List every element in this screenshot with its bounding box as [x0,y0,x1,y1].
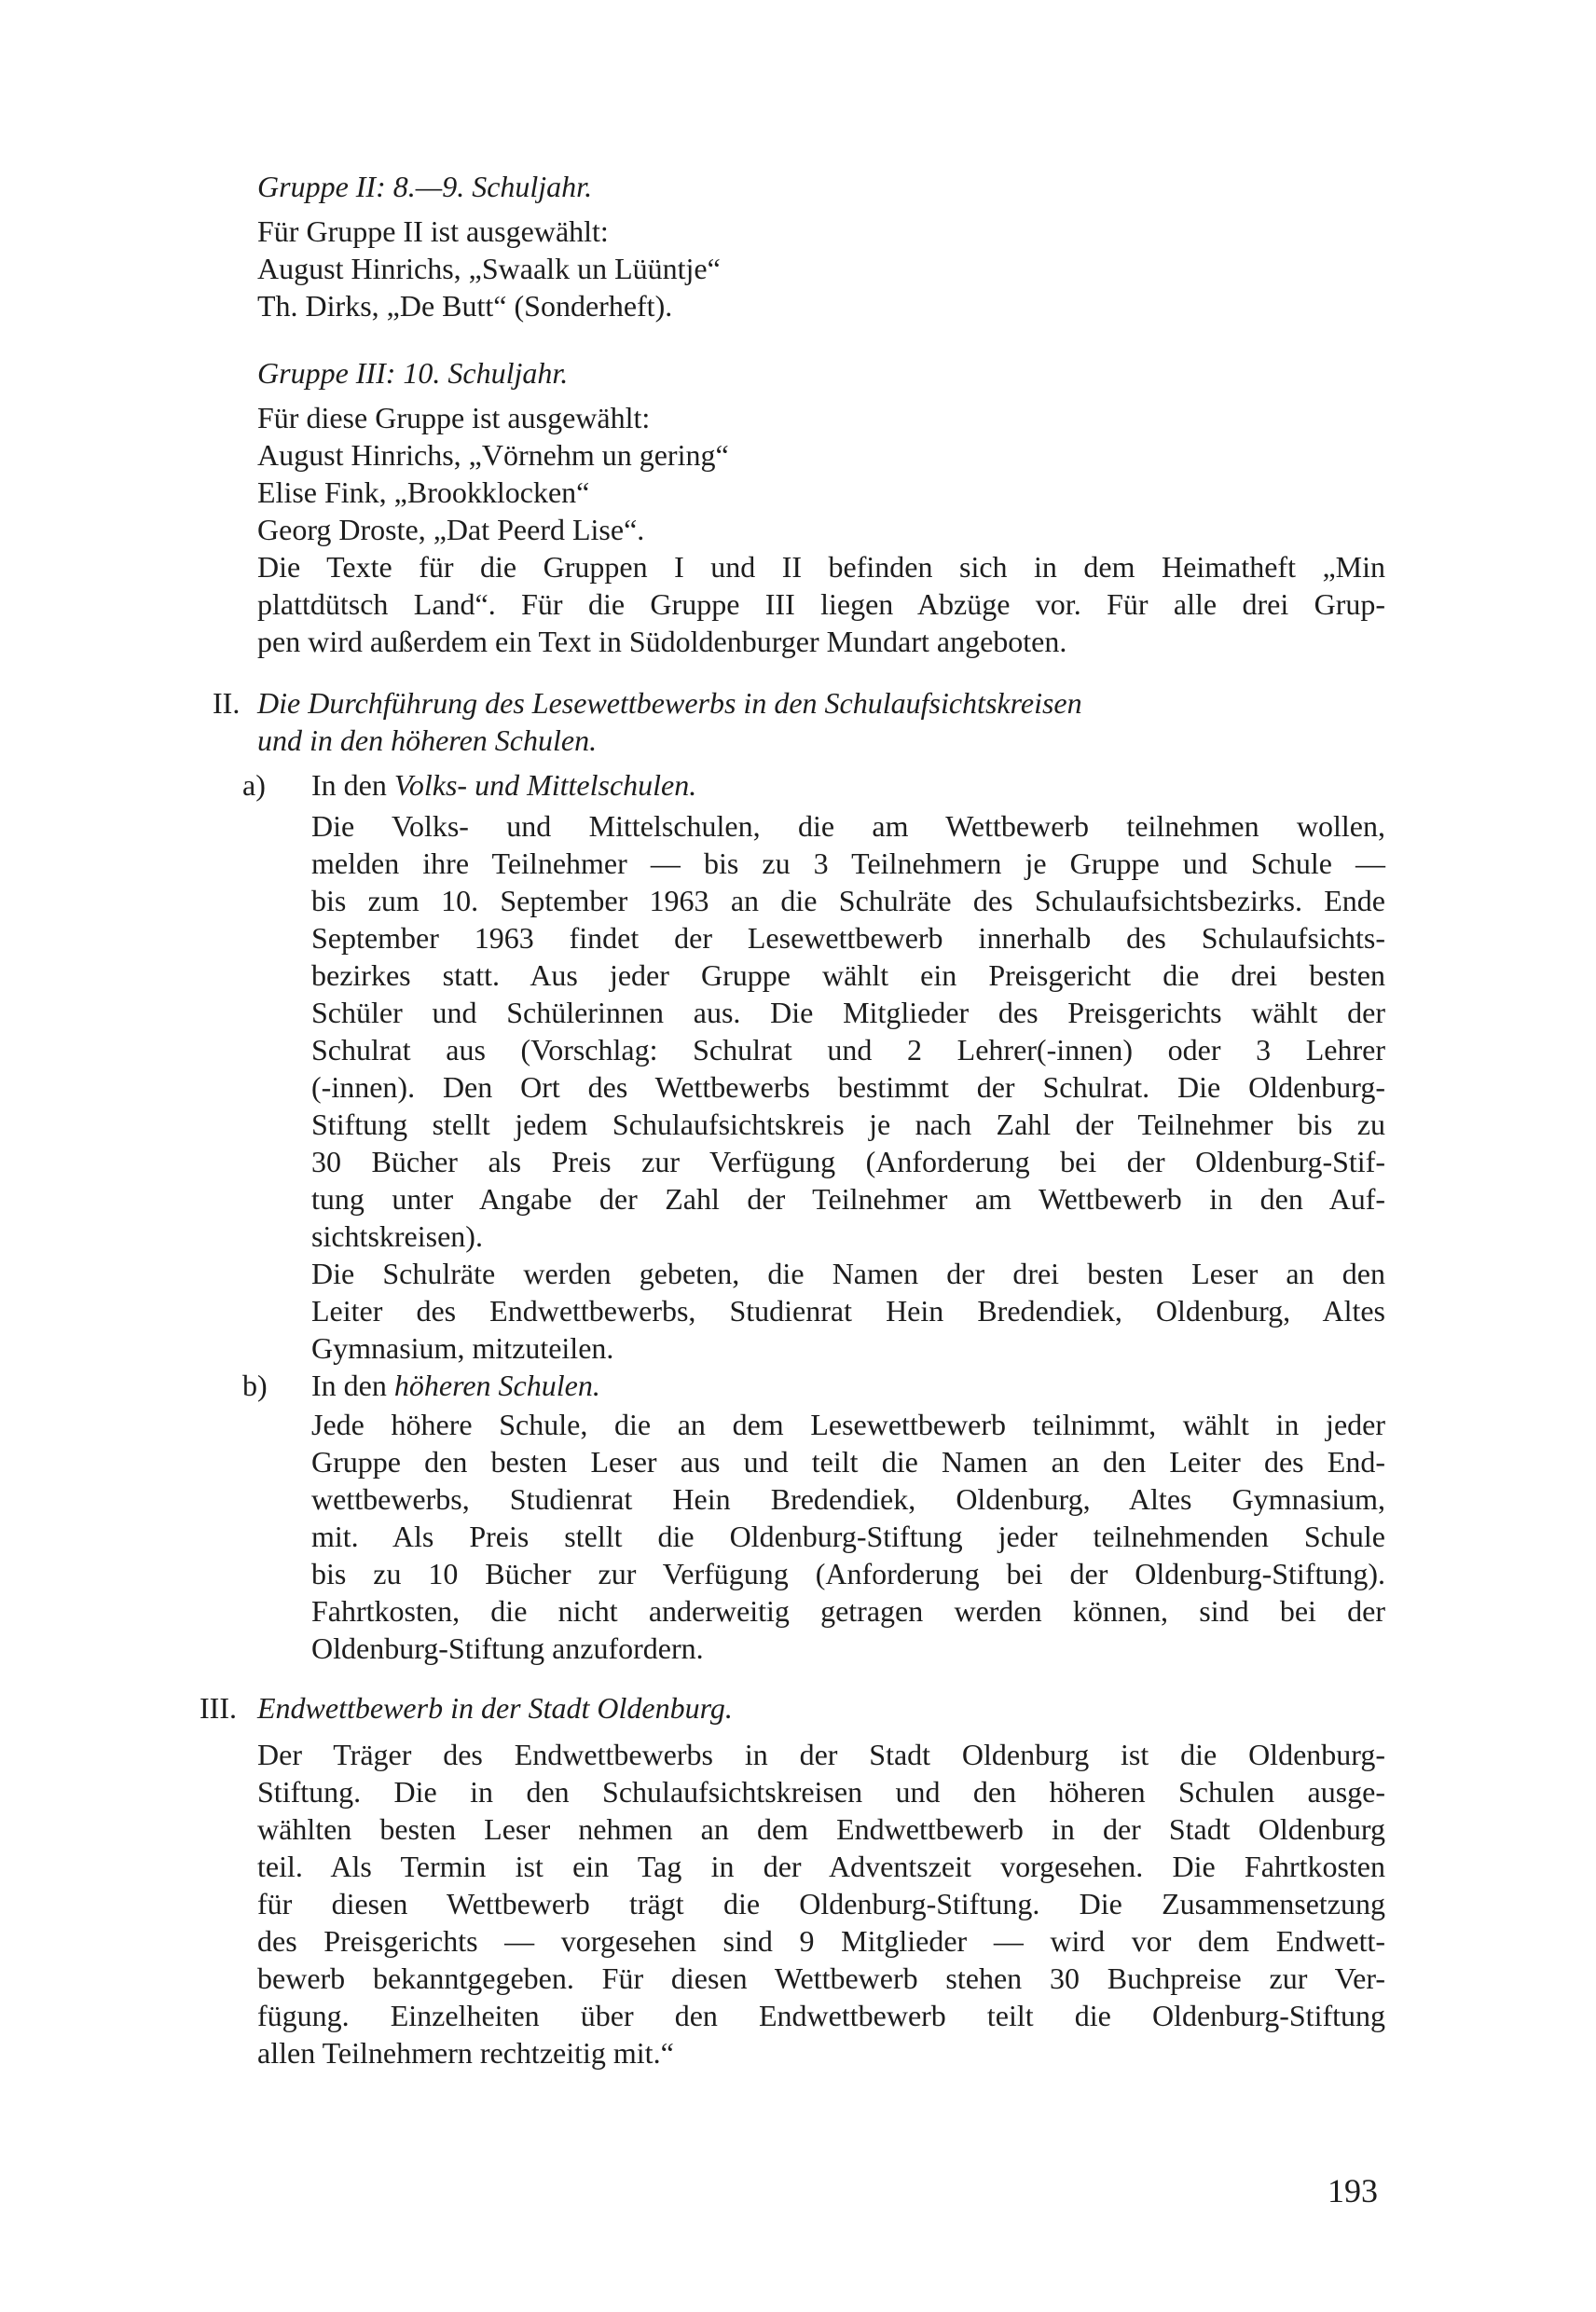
section2-heading: Die Durchführung des Lesewettbewerbs in den Schulaufsichtskreisen [257,686,1082,720]
item-a-line: Stiftung stellt jedem Schulaufsichtskreis je nach Zahl der Teilnehmer bis zu [311,1108,1385,1141]
section2-numeral: II. [213,686,241,720]
item-a-line: melden ihre Teilnehmer — bis zu 3 Teilnehmern je Gruppe und Schule — [311,846,1385,880]
section3-line: teil. Als Termin ist ein Tag in der Adventszeit vorgesehen. Die Fahrtkosten [257,1850,1385,1883]
texts-paragraph-line: plattdütsch Land“. Für die Gruppe III liegen Abzüge vor. Für alle drei Grup- [257,587,1385,621]
item-b-marker: b) [242,1369,268,1402]
group3-line: August Hinrichs, „Vörnehm un gering“ [257,438,729,472]
section3-line: Stiftung. Die in den Schulaufsichtskreisen und den höheren Schulen ausge- [257,1775,1385,1809]
item-a-line: Schüler und Schülerinnen aus. Die Mitglieder des Preisgerichts wählt der [311,996,1385,1029]
group2-line: Th. Dirks, „De Butt“ (Sonderheft). [257,289,673,323]
section3-line: bewerb bekanntgegeben. Für diesen Wettbewerb stehen 30 Buchpreise zur Ver- [257,1961,1385,1995]
item-b-title-pre: In den [311,1369,394,1402]
item-a-title [311,766,696,804]
item-b-line: bis zu 10 Bücher zur Verfügung (Anforderung bei der Oldenburg-Stiftung). [311,1557,1385,1590]
section3-line: wählten besten Leser nehmen an dem Endwettbewerb in der Stadt Oldenburg [257,1812,1385,1846]
item-a-line: sichtskreisen). [311,1219,483,1253]
section3-line: fügung. Einzelheiten über den Endwettbewerb teilt die Oldenburg-Stiftung [257,1999,1385,2032]
item-a-line: tung unter Angabe der Zahl der Teilnehmer am Wettbewerb in den Auf- [311,1182,1385,1216]
item-a-line: bezirkes statt. Aus jeder Gruppe wählt ein Preisgericht die drei besten [311,958,1385,992]
item-a-title-pre: In den [311,768,394,802]
item-a-title-italic: Volks- und Mittelschulen. [393,768,697,802]
item-a-line2: Die Schulräte werden gebeten, die Namen der drei besten Leser an den [311,1257,1385,1290]
item-b-line: Gruppe den besten Leser aus und teilt die Namen an den Leiter des End- [311,1445,1385,1479]
item-b-title-italic: höheren Schulen. [393,1369,600,1402]
item-a-line: 30 Bücher als Preis zur Verfügung (Anforderung bei der Oldenburg-Stif- [311,1145,1385,1178]
section2-heading: und in den höheren Schulen. [257,723,598,757]
group2-heading: Gruppe II: 8.—9. Schuljahr. [257,170,593,203]
texts-paragraph-line: Die Texte für die Gruppen I und II befinden sich in dem Heimatheft „Min [257,550,1385,584]
item-b-line: Fahrtkosten, die nicht anderweitig getragen werden können, sind bei der [311,1594,1385,1628]
item-b-line: Oldenburg-Stiftung anzufordern. [311,1631,704,1665]
section3-heading: Endwettbewerb in der Stadt Oldenburg. [257,1691,733,1725]
item-a-line2: Gymnasium, mitzuteilen. [311,1331,614,1365]
group3-line: Für diese Gruppe ist ausgewählt: [257,401,651,434]
item-b-line: Jede höhere Schule, die an dem Lesewettbewerb teilnimmt, wählt in jeder [311,1408,1385,1441]
texts-paragraph-line: pen wird außerdem ein Text in Südoldenburger Mundart angeboten. [257,625,1067,658]
section3-line: allen Teilnehmern rechtzeitig mit.“ [257,2036,674,2070]
group2-line: August Hinrichs, „Swaalk un Lüüntje“ [257,252,721,285]
item-a-line2: Leiter des Endwettbewerbs, Studienrat Hein Bredendiek, Oldenburg, Altes [311,1294,1385,1328]
group3-line: Georg Droste, „Dat Peerd Lise“. [257,513,645,546]
group3-line: Elise Fink, „Brookklocken“ [257,475,590,509]
section3-line: Der Träger des Endwettbewerbs in der Stadt Oldenburg ist die Oldenburg- [257,1738,1385,1771]
section3-numeral: III. [200,1691,237,1725]
item-b-line: wettbewerbs, Studienrat Hein Bredendiek, Oldenburg, Altes Gymnasium, [311,1482,1385,1516]
section3-line: für diesen Wettbewerb trägt die Oldenburg-Stiftung. Die Zusammensetzung [257,1887,1385,1920]
item-b-line: mit. Als Preis stellt die Oldenburg-Stiftung jeder teilnehmenden Schule [311,1520,1385,1553]
item-a-line: (-innen). Den Ort des Wettbewerbs bestimmt der Schulrat. Die Oldenburg- [311,1070,1385,1104]
section3-line: des Preisgerichts — vorgesehen sind 9 Mitglieder — wird vor dem Endwett- [257,1924,1385,1958]
item-a-marker: a) [242,768,266,802]
item-a-line: September 1963 findet der Lesewettbewerb innerhalb des Schulaufsichts- [311,921,1385,955]
group2-line: Für Gruppe II ist ausgewählt: [257,214,609,248]
item-b-title [311,1367,600,1404]
item-a-line: Schulrat aus (Vorschlag: Schulrat und 2 Lehrer(-innen) oder 3 Lehrer [311,1033,1385,1067]
group3-heading: Gruppe III: 10. Schuljahr. [257,356,569,390]
page-number: 193 [1328,2172,1378,2209]
item-a-line: bis zum 10. September 1963 an die Schulräte des Schulaufsichtsbezirks. Ende [311,884,1385,917]
item-a-line: Die Volks- und Mittelschulen, die am Wettbewerb teilnehmen wollen, [311,809,1385,843]
